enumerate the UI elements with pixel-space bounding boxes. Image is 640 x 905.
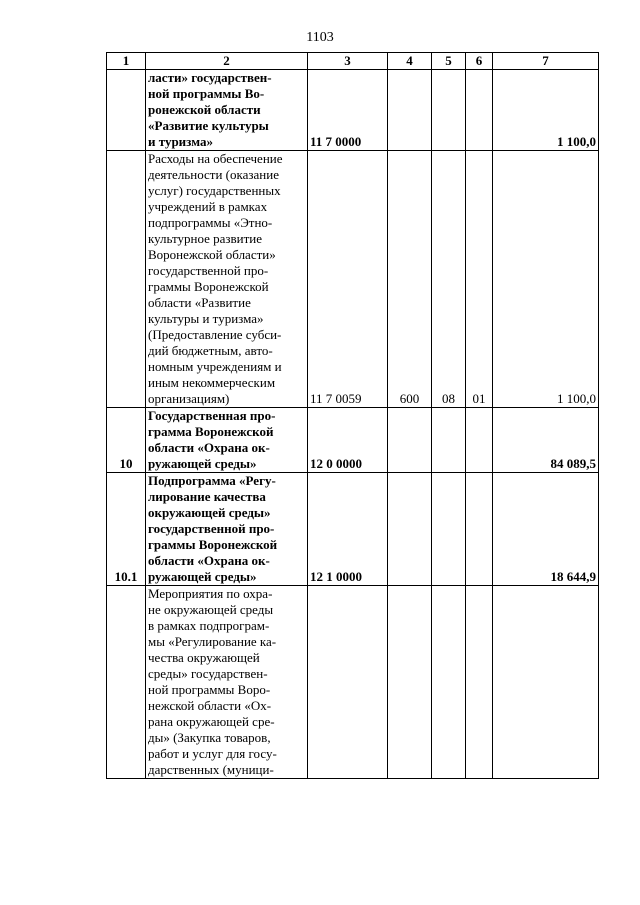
row-col5: [432, 586, 466, 779]
header-cell-1: 1: [107, 53, 146, 70]
table-row: [107, 473, 599, 586]
header-cell-6: 6: [466, 53, 493, 70]
header-cell-3: 3: [308, 53, 388, 70]
row-number: 10: [107, 408, 146, 473]
row-code: 12 1 0000: [308, 473, 388, 586]
row-number: [107, 586, 146, 779]
table-row: [107, 70, 599, 151]
row-amount: [493, 586, 599, 779]
row-amount: 84 089,5: [493, 408, 599, 473]
row-col6: [466, 70, 493, 151]
header-cell-4: 4: [388, 53, 432, 70]
row-col5: 08: [432, 151, 466, 408]
row-description: Подпрограмма «Регу- лирование качества окружающей среды» государственной про- граммы Воронежской области «Охрана ок- ружающей среды»: [146, 473, 308, 586]
row-col4: 600: [388, 151, 432, 408]
budget-table: [106, 52, 599, 779]
table-row: [107, 586, 599, 779]
row-code: [308, 586, 388, 779]
row-number: 10.1: [107, 473, 146, 586]
row-col4: [388, 70, 432, 151]
row-number: [107, 151, 146, 408]
row-description: Расходы на обеспечение деятельности (оказание услуг) государственных учреждений в рамках подпрограммы «Этно- культурное развитие Воронежской области» государственной про- граммы Воронежской области «Развитие культуры и туризма» (Предоставление субси- дий бюджетным, авто- номным учреждениям и иным некоммерческим организациям): [146, 151, 308, 408]
row-col5: [432, 408, 466, 473]
row-description: Государственная про- грамма Воронежской области «Охрана ок- ружающей среды»: [146, 408, 308, 473]
header-row: [107, 53, 599, 70]
row-description: Мероприятия по охра- не окружающей среды в рамках подпрограм- мы «Регулирование ка- чества окружающей среды» государствен- ной программы Воро- нежской области «Ох- рана окружающей сре- ды» (Закупка товаров, работ и услуг для госу- дарственных (муници-: [146, 586, 308, 779]
header-cell-7: 7: [493, 53, 599, 70]
row-col6: [466, 408, 493, 473]
row-amount: 18 644,9: [493, 473, 599, 586]
row-code: 11 7 0000: [308, 70, 388, 151]
header-cell-5: 5: [432, 53, 466, 70]
row-number: [107, 70, 146, 151]
row-amount: 1 100,0: [493, 151, 599, 408]
row-col4: [388, 586, 432, 779]
row-col6: [466, 473, 493, 586]
header-cell-2: 2: [146, 53, 308, 70]
row-description: ласти» государствен- ной программы Во- ронежской области «Развитие культуры и туризма»: [146, 70, 308, 151]
row-col5: [432, 473, 466, 586]
page-number: 1103: [306, 30, 334, 45]
row-code: 11 7 0059: [308, 151, 388, 408]
row-col4: [388, 473, 432, 586]
row-amount: 1 100,0: [493, 70, 599, 151]
table-row: [107, 151, 599, 408]
row-col4: [388, 408, 432, 473]
row-col6: 01: [466, 151, 493, 408]
row-code: 12 0 0000: [308, 408, 388, 473]
row-col5: [432, 70, 466, 151]
table-row: [107, 408, 599, 473]
row-col6: [466, 586, 493, 779]
